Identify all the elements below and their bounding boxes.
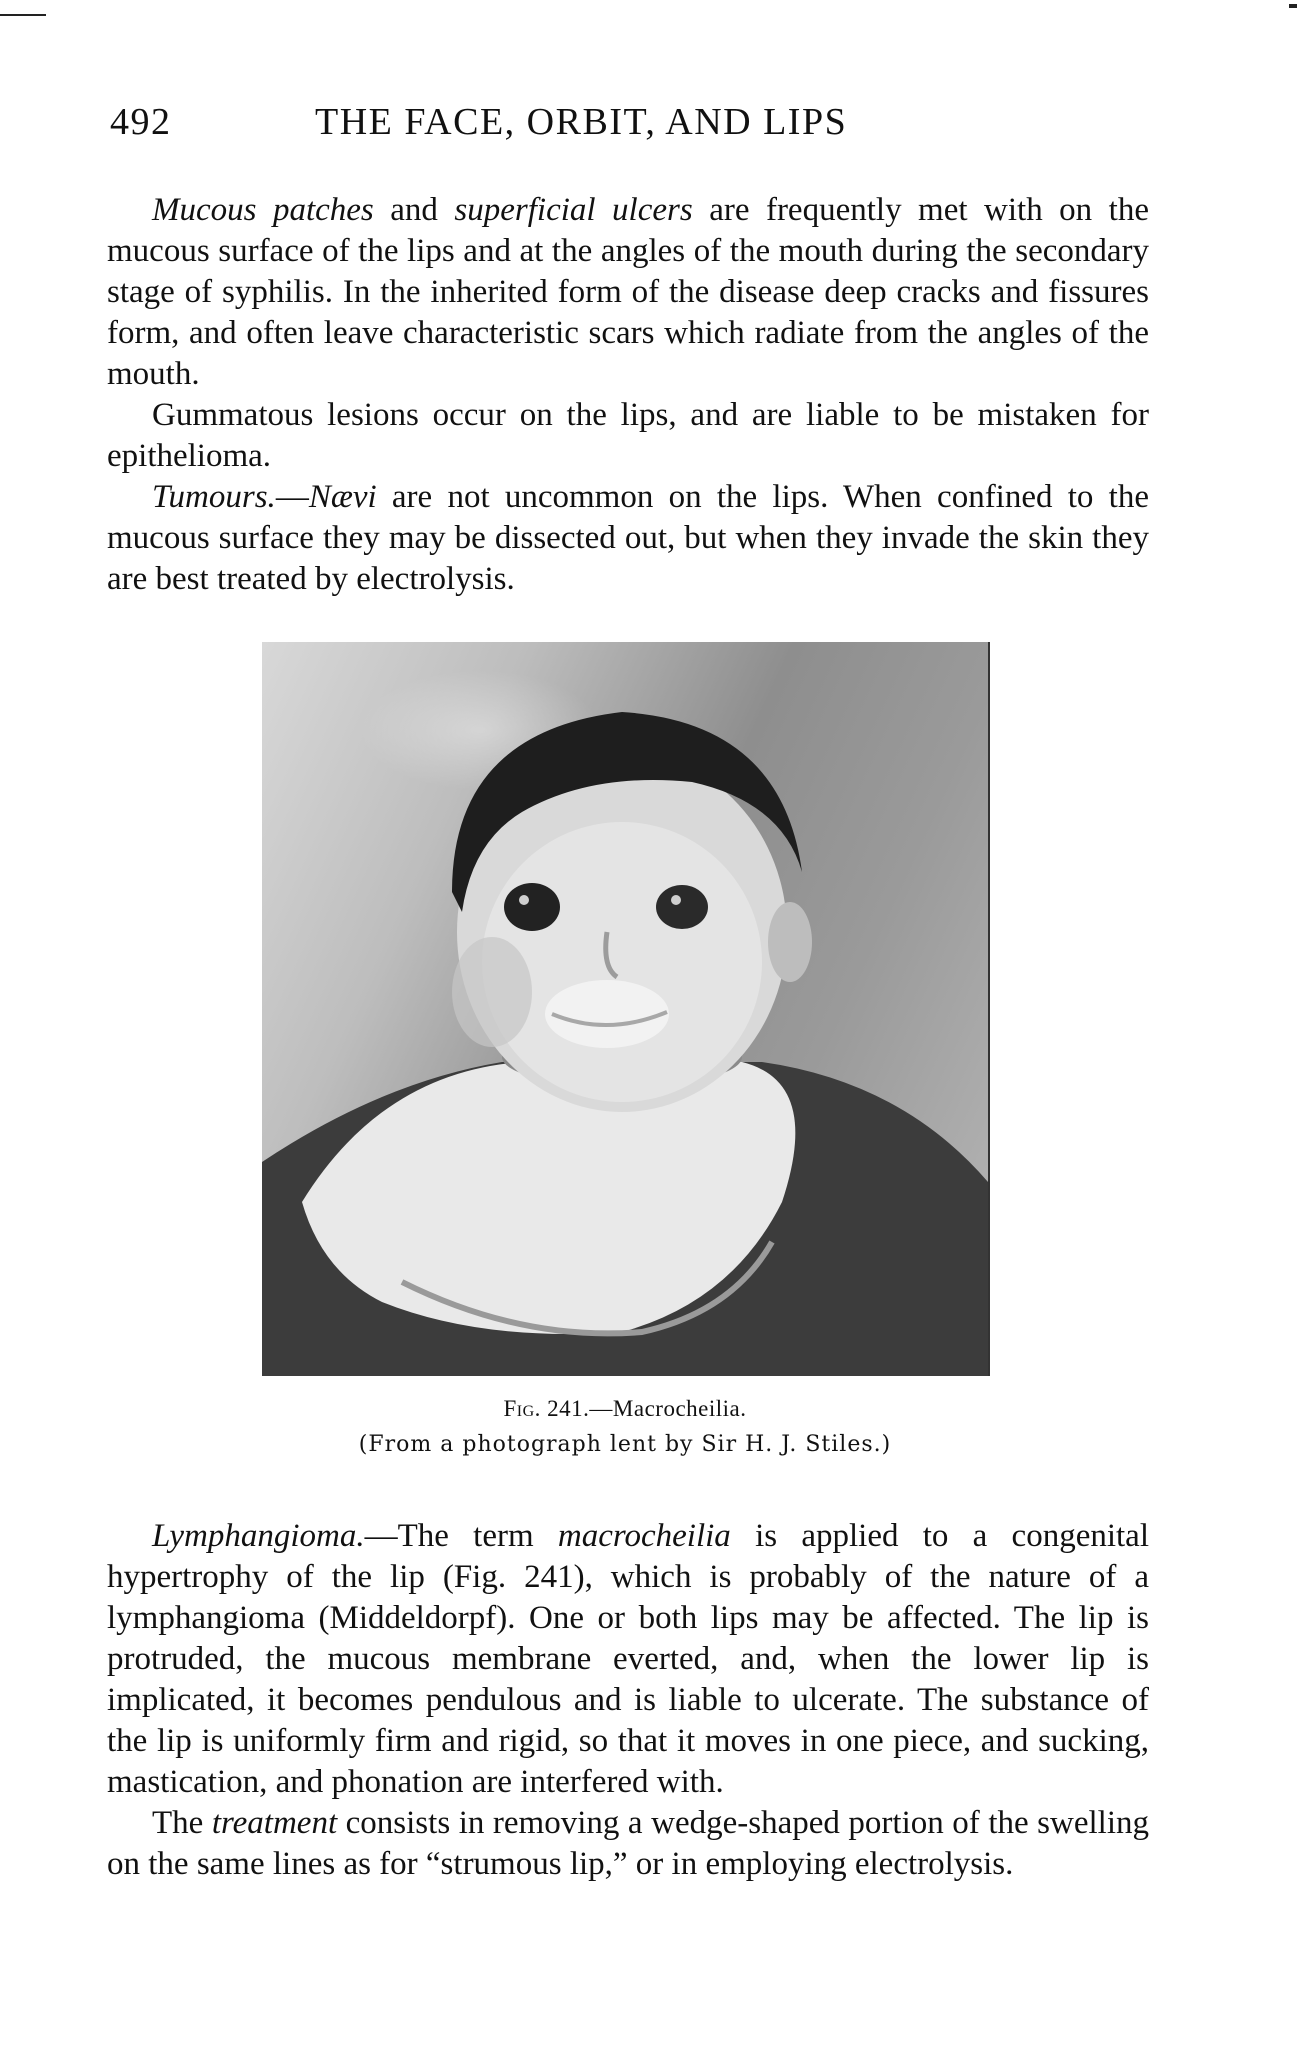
figure-label: Fig. 241. [503, 1396, 590, 1421]
italic-term: macrocheilia [557, 1518, 731, 1554]
figure-photograph [262, 642, 990, 1376]
figure-credit: (From a photograph lent by Sir H. J. Stiles.) [358, 1432, 892, 1457]
running-title: THE FACE, ORBIT, AND LIPS [315, 101, 848, 143]
italic-term: Nævi [308, 479, 377, 515]
italic-term: superficial ulcers [454, 192, 693, 228]
paragraph-lymphangioma [107, 1516, 1149, 1803]
running-header [110, 100, 1150, 150]
text-run: are frequently met with on the mucous surface of the lips and at the angles of the mouth during the secondary stage of syphilis. In the inherited form of the disease deep cracks and fissures form, and often leave characteristic scars which radiate from the angles of the mouth. [107, 192, 1149, 392]
text-run: The [152, 1805, 212, 1841]
child-portrait-illustration [262, 642, 988, 1376]
page-number: 492 [110, 101, 172, 143]
paragraph-treatment [107, 1803, 1149, 1885]
paragraph-tumours [107, 477, 1149, 600]
text-run: consists in removing a wedge-shaped portion of the swelling on the same lines as for “strumous lip,” or in employing electrolysis. [107, 1805, 1149, 1882]
paragraph-syphilis [107, 190, 1149, 395]
figure-title: —Macrocheilia. [589, 1396, 747, 1421]
scan-edge-mark [0, 14, 46, 16]
italic-term: treatment [211, 1805, 338, 1841]
figure-caption [262, 1396, 988, 1422]
text-run: —The term [364, 1518, 558, 1554]
paragraph-gummatous: Gummatous lesions occur on the lips, and are liable to be mistaken for epithelioma. [107, 397, 1149, 474]
bottom-text-block [107, 1516, 1149, 1885]
scan-corner-mark [1289, 4, 1297, 8]
text-run: is applied to a congenital hypertrophy of the lip (Fig. 241), which is probably of the nature of a lymphangioma (Middeldorpf). One or both lips may be affected. The lip is protruded, the mucous membrane everted, and, when the lower lip is implicated, it becomes pendulous and is liable to ulcerate. The substance of the lip is uniformly firm and rigid, so that it moves in one piece, and sucking, mastication, and phonation are interfered with. [107, 1518, 1149, 1800]
italic-heading: Lymphangioma. [152, 1518, 365, 1554]
text-run: and [373, 192, 455, 228]
italic-heading: Tumours. [152, 479, 276, 515]
text-run: — [275, 479, 309, 515]
italic-term: Mucous patches [152, 192, 374, 228]
text-run: are not uncommon on the lips. When confined to the mucous surface they may be dissected out, but when they invade the skin they are best treated by electrolysis. [107, 479, 1149, 597]
top-text-block [107, 190, 1149, 600]
